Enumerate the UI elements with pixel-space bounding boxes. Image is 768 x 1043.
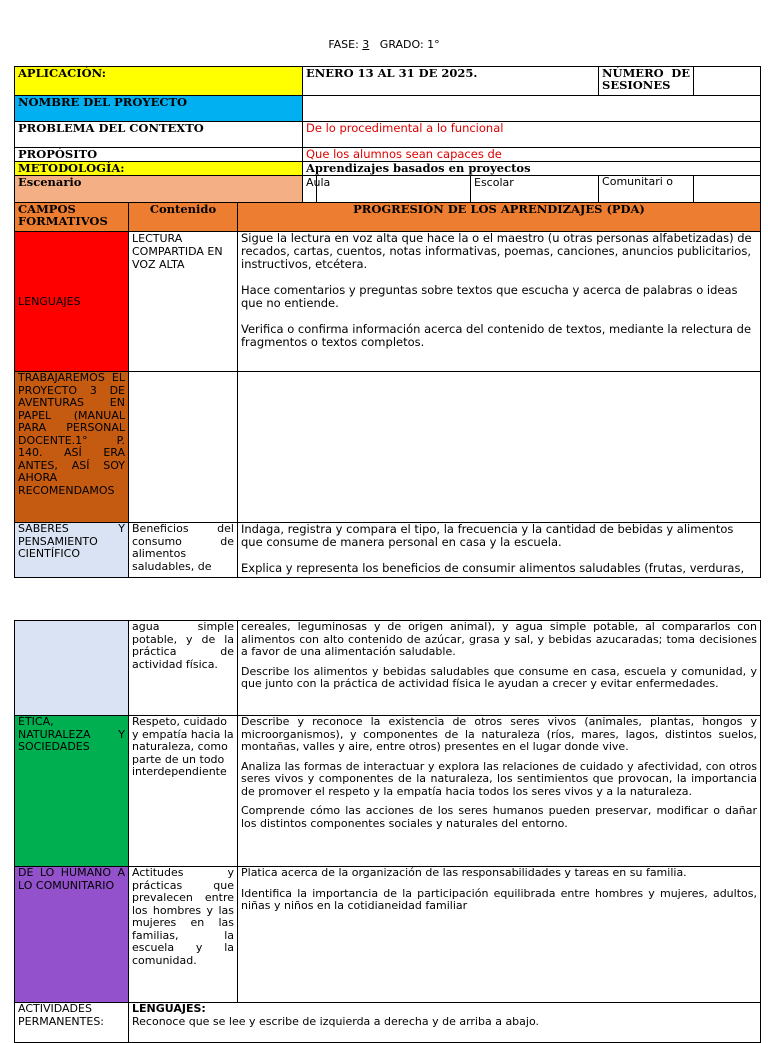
campo-lenguajes: LENGUAJES — [15, 232, 129, 372]
pda-lenguajes — [238, 232, 761, 372]
campo-saberes: SABERES Y PENSAMIENTO CIENTÍFICO — [15, 523, 129, 578]
project-name-label: NOMBRE DEL PROYECTO — [15, 96, 303, 122]
scenario-label: Escenario — [15, 176, 303, 203]
pda-item: Identifica la importancia de la participación equilibrada entre hombres y mujeres, adultos, niñas y niños en la cotidianeidad familiar — [241, 886, 757, 912]
proyecto-pda-empty[interactable] — [238, 372, 761, 523]
actividades-label: ACTIVIDADES PERMANENTES: — [15, 1003, 129, 1043]
methodology-label: METODOLOGÍA: — [15, 162, 303, 176]
purpose-label: PROPÓSITO — [15, 148, 303, 162]
contenido-saberes: Beneficios del consumo de alimentos saludables, de — [129, 523, 238, 578]
contenido-etica: Respeto, cuidado y empatía hacia la naturaleza, como parte de un todo interdependiente — [129, 716, 238, 867]
sessions-label: NÚMERO DE SESIONES — [599, 67, 694, 96]
pda-item: Verifica o confirma información acerca del contenido de textos, mediante la relectura de fragmentos o textos completos. — [241, 322, 752, 349]
pda-etica — [238, 716, 761, 867]
pda-saberes-cont — [238, 621, 761, 716]
project-name-value[interactable] — [303, 96, 761, 122]
campo-etica: ÉTICA, NATURALEZA Y SOCIEDADES — [15, 716, 129, 867]
pda-item: Describe y reconoce la existencia de otros seres vivos (animales, plantas, hongos y microorganismos), y componentes de la naturaleza (ríos, mares, lagos, distintos suelos, montañas, valles y aire, entre otros) presentes en el lugar donde vive. — [241, 715, 757, 753]
problem-label: PROBLEMA DEL CONTEXTO — [15, 122, 303, 148]
problem-value: De lo procedimental a lo funcional — [303, 122, 761, 148]
scenario-comunitario: Comunitari o — [599, 176, 694, 203]
page-header — [0, 38, 768, 51]
header-campos: CAMPOS FORMATIVOS — [15, 203, 129, 232]
pda-humano — [238, 867, 761, 1003]
proyecto-note: TRABAJAREMOS EL PROYECTO 3 DE AVENTURAS EN PAPEL (MANUAL PARA PERSONAL DOCENTE.1° P. 140. ASÍ ERA ANTES, ASÍ SOY AHORA RECOMENDAMOS — [15, 372, 129, 523]
planning-table-page-2 — [14, 620, 761, 1043]
grade-label: GRADO: 1° — [379, 38, 440, 51]
pda-saberes — [238, 523, 761, 578]
scenario-aula: Aula — [303, 176, 317, 203]
application-label: APLICACIÓN: — [15, 67, 303, 96]
contenido-humano: Actitudes y prácticas que prevalecen entre los hombres y las mujeres en las familias, la escuela y la comunidad. — [129, 867, 238, 1003]
scenario-escolar: Escolar — [471, 176, 599, 203]
scenario-comunitario-box[interactable] — [694, 176, 761, 203]
campo-saberes-cont — [15, 621, 129, 716]
pda-item: Explica y representa los beneficios de consumir alimentos saludables (frutas, verduras, — [241, 561, 745, 575]
header-contenido: Contenido — [129, 203, 238, 232]
planning-table-page-1 — [14, 66, 761, 578]
proyecto-contenido-empty[interactable] — [129, 372, 238, 523]
pda-item: Comprende cómo las acciones de los seres humanos pueden preservar, modificar o dañar los distintos componentes sociales y naturales del entorno. — [241, 804, 757, 830]
actividades-text: Reconoce que se lee y escribe de izquierda a derecha y de arriba a abajo. — [132, 1014, 539, 1028]
pda-item: Indaga, registra y compara el tipo, la frecuencia y la cantidad de bebidas y alimentos que consume de manera personal en casa y la escuela. — [241, 522, 734, 549]
pda-item: cereales, leguminosas y de origen animal), y agua simple potable, al compararlos con alimentos con alto contenido de azúcar, grasa y sal, y bebidas azucaradas; toma decisiones a favor de una alimentación saludable. — [241, 620, 757, 658]
pda-item: Describe los alimentos y bebidas saludables que consume en casa, escuela y comunidad, y que junto con la práctica de actividad física le ayudan a crecer y evitar enfermedades. — [241, 664, 757, 690]
phase-label: FASE: — [328, 38, 359, 51]
header-pda: PROGRESIÓN DE LOS APRENDIZAJES (PDA) — [238, 203, 761, 232]
pda-item: Sigue la lectura en voz alta que hace la o el maestro (u otras personas alfabetizadas) de recados, cartas, cuentos, notas informativas, poemas, canciones, anuncios publicitarios, instructivos, etcétera. — [241, 231, 752, 271]
pda-item: Platica acerca de la organización de las responsabilidades y tareas en su familia. — [241, 866, 687, 879]
dates-value: ENERO 13 AL 31 DE 2025. — [303, 67, 599, 96]
pda-item: Hace comentarios y preguntas sobre textos que escucha y acerca de palabras o ideas que no entiende. — [241, 283, 738, 310]
actividades-title: LENGUAJES: — [132, 1002, 206, 1015]
contenido-saberes-cont: agua simple potable, y de la práctica de actividad física. — [129, 621, 238, 716]
purpose-value: Que los alumnos sean capaces de — [303, 148, 761, 162]
pda-item: Analiza las formas de interactuar y explora las relaciones de cuidado y afectividad, con otros seres vivos y componentes de la naturaleza, los sentimientos que provocan, la importancia de promover el respeto y la empatía hacia todos los seres vivos y a la naturaleza. — [241, 759, 757, 798]
campo-humano: DE LO HUMANO A LO COMUNITARIO — [15, 867, 129, 1003]
contenido-lenguajes: LECTURA COMPARTIDA EN VOZ ALTA — [129, 232, 238, 372]
actividades-content — [129, 1003, 761, 1043]
phase-value: 3 — [362, 38, 370, 51]
methodology-value: Aprendizajes basados en proyectos — [303, 162, 761, 176]
scenario-aula-box[interactable] — [317, 176, 471, 203]
sessions-value[interactable] — [694, 67, 761, 96]
